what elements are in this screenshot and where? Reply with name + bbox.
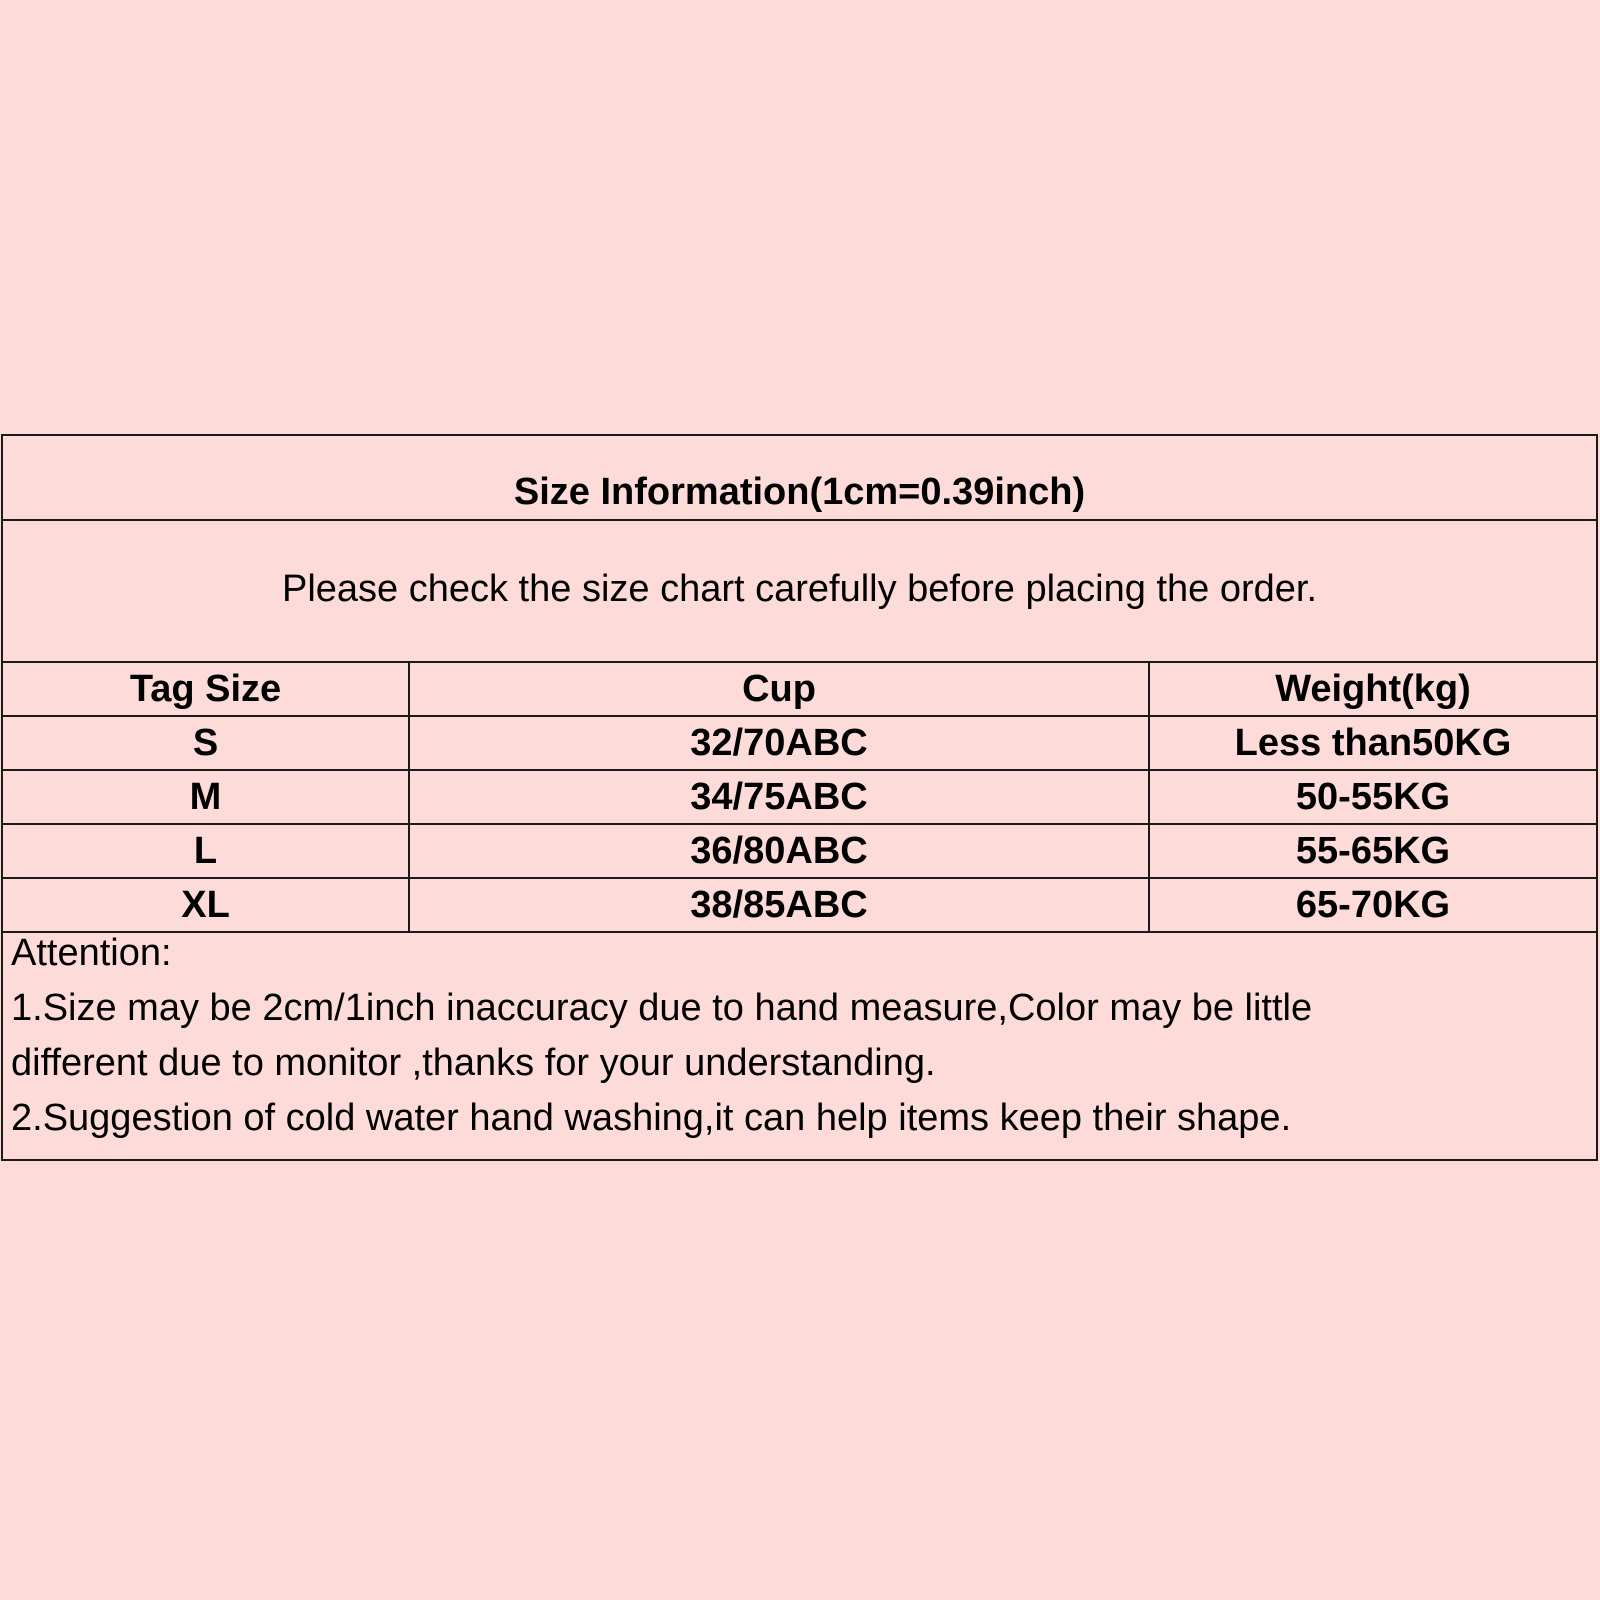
size-info-sheet [1, 434, 1598, 1161]
cup-cell: 36/80ABC [409, 824, 1149, 878]
size-chart-note: Please check the size chart carefully before placing the order. [281, 568, 1318, 610]
weight-cell: 55-65KG [1149, 824, 1596, 878]
cup-cell: 32/70ABC [409, 716, 1149, 770]
table-header-row [3, 663, 1596, 716]
tag-size-cell: M [3, 770, 409, 824]
size-table [3, 663, 1596, 933]
tag-size-cell: L [3, 824, 409, 878]
header-cup: Cup [409, 663, 1149, 716]
weight-cell: 50-55KG [1149, 770, 1596, 824]
title-row [3, 436, 1596, 521]
table-row [3, 824, 1596, 878]
weight-cell: 65-70KG [1149, 878, 1596, 932]
attention-line: 2.Suggestion of cold water hand washing,it can help items keep their shape. [11, 1097, 1292, 1139]
attention-section [3, 918, 1596, 1146]
note-row [3, 521, 1596, 663]
table-row [3, 770, 1596, 824]
attention-heading: Attention: [11, 932, 172, 974]
tag-size-cell: XL [3, 878, 409, 932]
size-info-title: Size Information(1cm=0.39inch) [513, 471, 1086, 513]
cup-cell: 38/85ABC [409, 878, 1149, 932]
weight-cell: Less than50KG [1149, 716, 1596, 770]
tag-size-cell: S [3, 716, 409, 770]
attention-line: 1.Size may be 2cm/1inch inaccuracy due to hand measure,Color may be little [11, 987, 1313, 1029]
cup-cell: 34/75ABC [409, 770, 1149, 824]
header-tag-size: Tag Size [3, 663, 409, 716]
table-row [3, 716, 1596, 770]
header-weight: Weight(kg) [1149, 663, 1596, 716]
attention-line: different due to monitor ,thanks for your understanding. [11, 1042, 936, 1084]
